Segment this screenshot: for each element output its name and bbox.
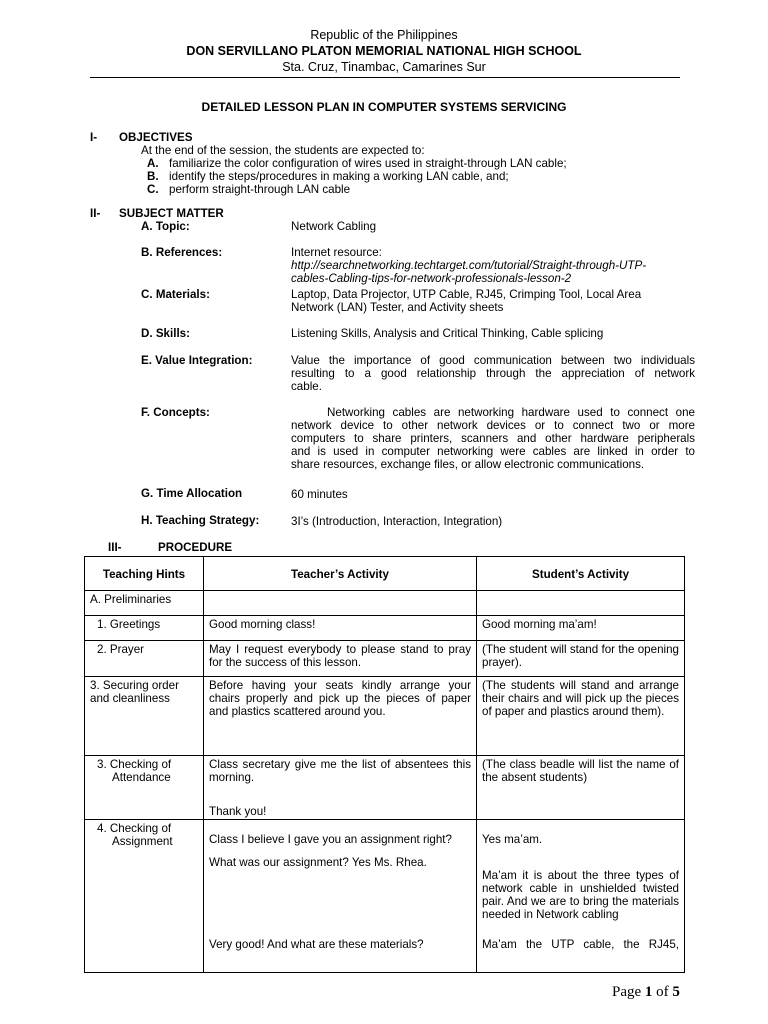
attendance-teacher-text: Class secretary give me the list of absentees this morning. [209, 758, 471, 784]
prayer-teacher: May I request everybody to please stand to pray for the success of this lesson. [204, 641, 477, 677]
objective-a-letter: A. [147, 157, 159, 170]
school-address: Sta. Cruz, Tinambac, Camarines Sur [282, 60, 486, 74]
materials-line1: Laptop, Data Projector, UTP Cable, RJ45, Crimping Tool, Local Area [291, 288, 642, 301]
procedure-table [84, 556, 685, 973]
procedure-number: III- [108, 541, 122, 554]
subject-number: II- [90, 207, 101, 220]
procedure-heading: PROCEDURE [158, 541, 233, 554]
assignment-teacher-q3: Very good! And what are these materials? [209, 938, 424, 951]
skills-value: Listening Skills, Analysis and Critical Thinking, Cable splicing [291, 327, 604, 340]
assignment-teacher-q1: Class I believe I gave you an assignment right? [209, 833, 452, 846]
attendance-hint-line1: 3. Checking of [97, 758, 172, 771]
subject-heading: SUBJECT MATTER [119, 207, 224, 220]
col-teacher-activity: Teacher’s Activity [204, 557, 477, 591]
assignment-hint-line2: Assignment [112, 835, 173, 848]
assignment-student [477, 820, 685, 973]
teaching-strategy-value: 3I’s (Introduction, Interaction, Integration) [291, 515, 503, 528]
concepts-line4: and is used in computer networking were cables are linked in order to [291, 445, 695, 458]
table-row [85, 677, 685, 756]
reference-url-line1: http://searchnetworking.techtarget.com/tutorial/Straight-through-UTP- [291, 259, 647, 272]
greetings-student: Good morning ma’am! [477, 616, 685, 641]
attendance-student: (The class beadle will list the name of the absent students) [477, 756, 685, 820]
concepts-line5: share resources, exchange files, or allow electronic communications. [291, 458, 645, 471]
attendance-thanks: Thank you! [209, 805, 267, 818]
concepts-line2: network device to other network devices or to connect two or more [291, 419, 695, 432]
teaching-strategy-label: H. Teaching Strategy: [141, 514, 260, 527]
references-label: B. References: [141, 246, 223, 259]
attendance-teacher [204, 756, 477, 820]
objective-a-text: familiarize the color configuration of wires used in straight-through LAN cable; [169, 157, 567, 170]
objectives-number: I- [90, 131, 98, 144]
prayer-hint: 2. Prayer [85, 641, 204, 677]
securing-order-student: (The students will stand and arrange their chairs and will pick up the pieces of paper and plastics around them). [477, 677, 685, 756]
table-header-row [85, 557, 685, 591]
page-number [612, 984, 680, 1001]
objective-c-text: perform straight-through LAN cable [169, 183, 351, 196]
concepts-line3: computers to share printers, scanners and other hardware peripherals [291, 432, 695, 445]
objective-b-text: identify the steps/procedures in making a working LAN cable, and; [169, 170, 509, 183]
col-teaching-hints: Teaching Hints [85, 557, 204, 591]
objectives-intro: At the end of the session, the students are expected to: [141, 144, 425, 157]
assignment-hint-line1: 4. Checking of [97, 822, 172, 835]
objective-b-letter: B. [147, 170, 159, 183]
prayer-student: (The student will stand for the opening prayer). [477, 641, 685, 677]
attendance-hint [85, 756, 204, 820]
time-allocation-label: G. Time Allocation [141, 487, 243, 500]
document-title: DETAILED LESSON PLAN IN COMPUTER SYSTEMS SERVICING [201, 100, 567, 114]
assignment-student-a1: Yes ma’am. [482, 833, 543, 846]
value-integration-label: E. Value Integration: [141, 354, 253, 367]
assignment-student-a2: Ma’am it is about the three types of network cable in unshielded twisted pair. And we are to bring the materials needed in Network cabling [482, 869, 679, 921]
table-row [85, 820, 685, 973]
table-row [85, 616, 685, 641]
time-allocation-value: 60 minutes [291, 488, 348, 501]
securing-order-hint: 3. Securing order and cleanliness [85, 677, 204, 756]
skills-label: D. Skills: [141, 327, 190, 340]
concepts-label: F. Concepts: [141, 406, 210, 419]
securing-order-teacher: Before having your seats kindly arrange your chairs properly and pick up the pieces of paper and plastics scattered around you. [204, 677, 477, 756]
objective-c-letter: C. [147, 183, 159, 196]
materials-label: C. Materials: [141, 288, 210, 301]
topic-label: A. Topic: [141, 220, 190, 233]
assignment-teacher-q2: What was our assignment? Yes Ms. Rhea. [209, 856, 427, 869]
greetings-hint: 1. Greetings [85, 616, 204, 641]
value-integration-line1: Value the importance of good communication between two individuals [291, 354, 695, 367]
concepts-line1: Networking cables are networking hardware used to connect one [327, 406, 695, 419]
greetings-teacher: Good morning class! [204, 616, 477, 641]
attendance-hint-line2: Attendance [112, 771, 171, 784]
empty-cell [204, 591, 477, 616]
table-row [85, 641, 685, 677]
value-integration-line2: resulting to a good relationship through the appreciation of network [291, 367, 695, 380]
topic-value: Network Cabling [291, 220, 377, 233]
table-row [85, 756, 685, 820]
page-of: of [656, 984, 669, 1000]
references-intro: Internet resource: [291, 246, 382, 259]
header-rule [90, 77, 680, 78]
materials-line2: Network (LAN) Tester, and Activity sheets [291, 301, 504, 314]
republic-line: Republic of the Philippines [310, 28, 458, 42]
col-student-activity: Student’s Activity [477, 557, 685, 591]
objectives-heading: OBJECTIVES [119, 131, 193, 144]
page-total: 5 [672, 984, 680, 1000]
page-word: Page [612, 984, 642, 1000]
table-row [85, 591, 685, 616]
reference-url-line2: cables-Cabling-tips-for-network-professionals-lesson-2 [291, 272, 572, 285]
empty-cell [477, 591, 685, 616]
value-integration-line3: cable. [291, 380, 322, 393]
assignment-teacher [204, 820, 477, 973]
school-name: DON SERVILLANO PLATON MEMORIAL NATIONAL HIGH SCHOOL [186, 44, 582, 58]
preliminaries-cell: A. Preliminaries [85, 591, 204, 616]
page-current: 1 [644, 984, 653, 1000]
assignment-student-a3: Ma’am the UTP cable, the RJ45, [482, 938, 679, 951]
assignment-hint [85, 820, 204, 973]
